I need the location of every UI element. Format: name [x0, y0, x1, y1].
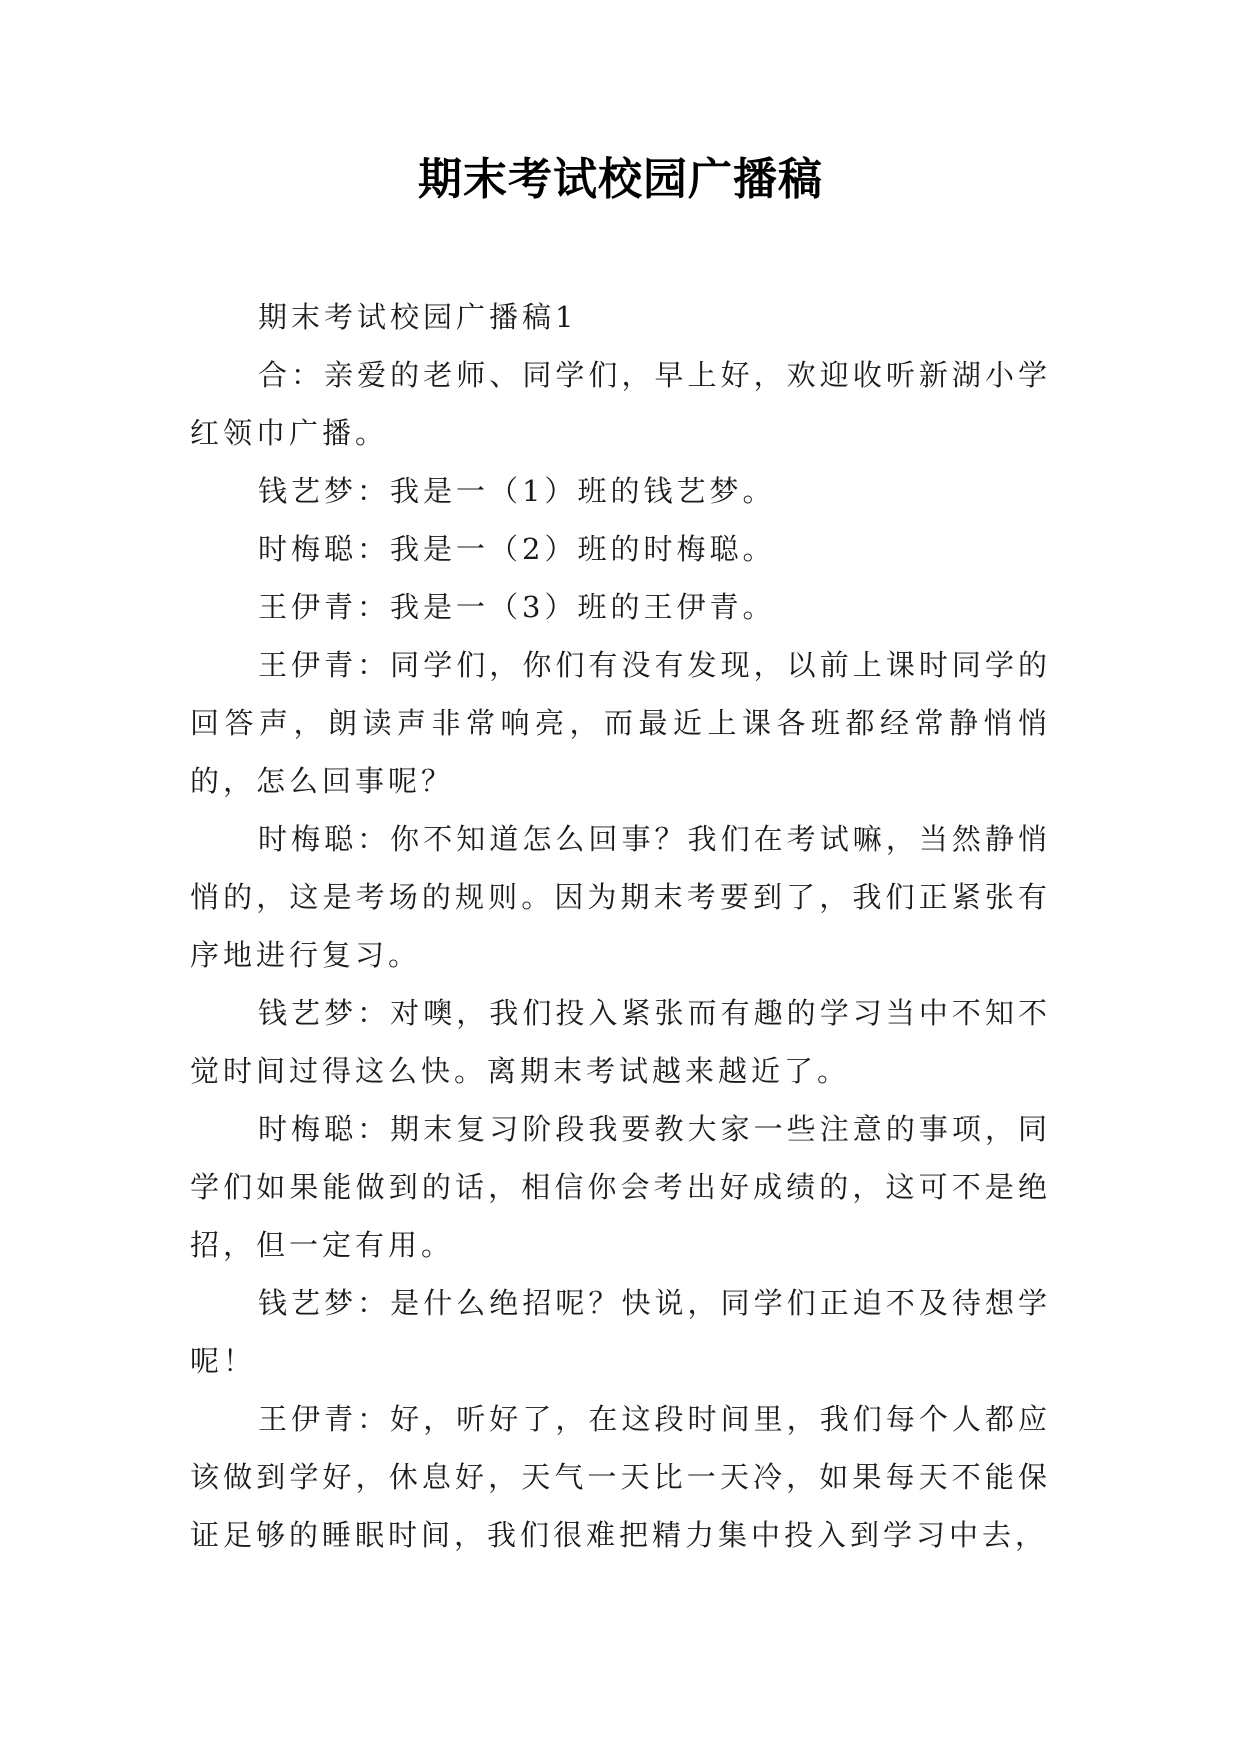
paragraph: 时梅聪：我是一（2）班的时梅聪。 [258, 532, 776, 566]
paragraph: 时梅聪：期末复习阶段我要教大家一些注意的事项，同学们如果能做到的话，相信你会考出好成绩的，这可不是绝招，但一定有用。 [190, 1112, 1051, 1262]
paragraph-heading: 期末考试校园广播稿1 [258, 300, 578, 334]
document-body [190, 288, 1051, 1564]
paragraph: 时梅聪：你不知道怎么回事？我们在考试嘛，当然静悄悄的，这是考场的规则。因为期末考要到了，我们正紧张有序地进行复习。 [190, 822, 1051, 972]
paragraph: 王伊青：同学们，你们有没有发现，以前上课时同学的回答声，朗读声非常响亮，而最近上课各班都经常静悄悄的，怎么回事呢？ [190, 648, 1051, 798]
paragraph: 钱艺梦：对噢，我们投入紧张而有趣的学习当中不知不觉时间过得这么快。离期末考试越来越近了。 [190, 996, 1051, 1088]
paragraph: 合：亲爱的老师、同学们，早上好，欢迎收听新湖小学红领巾广播。 [190, 358, 1051, 450]
paragraph: 王伊青：我是一（3）班的王伊青。 [258, 590, 776, 624]
paragraph: 钱艺梦：我是一（1）班的钱艺梦。 [258, 474, 776, 508]
paragraph: 钱艺梦：是什么绝招呢？快说，同学们正迫不及待想学呢！ [190, 1286, 1051, 1378]
document-title: 期末考试校园广播稿 [418, 154, 823, 205]
paragraph: 王伊青：好，听好了，在这段时间里，我们每个人都应该做到学好，休息好，天气一天比一天冷，如果每天不能保证足够的睡眠时间，我们很难把精力集中投入到学习中去， [190, 1402, 1051, 1552]
